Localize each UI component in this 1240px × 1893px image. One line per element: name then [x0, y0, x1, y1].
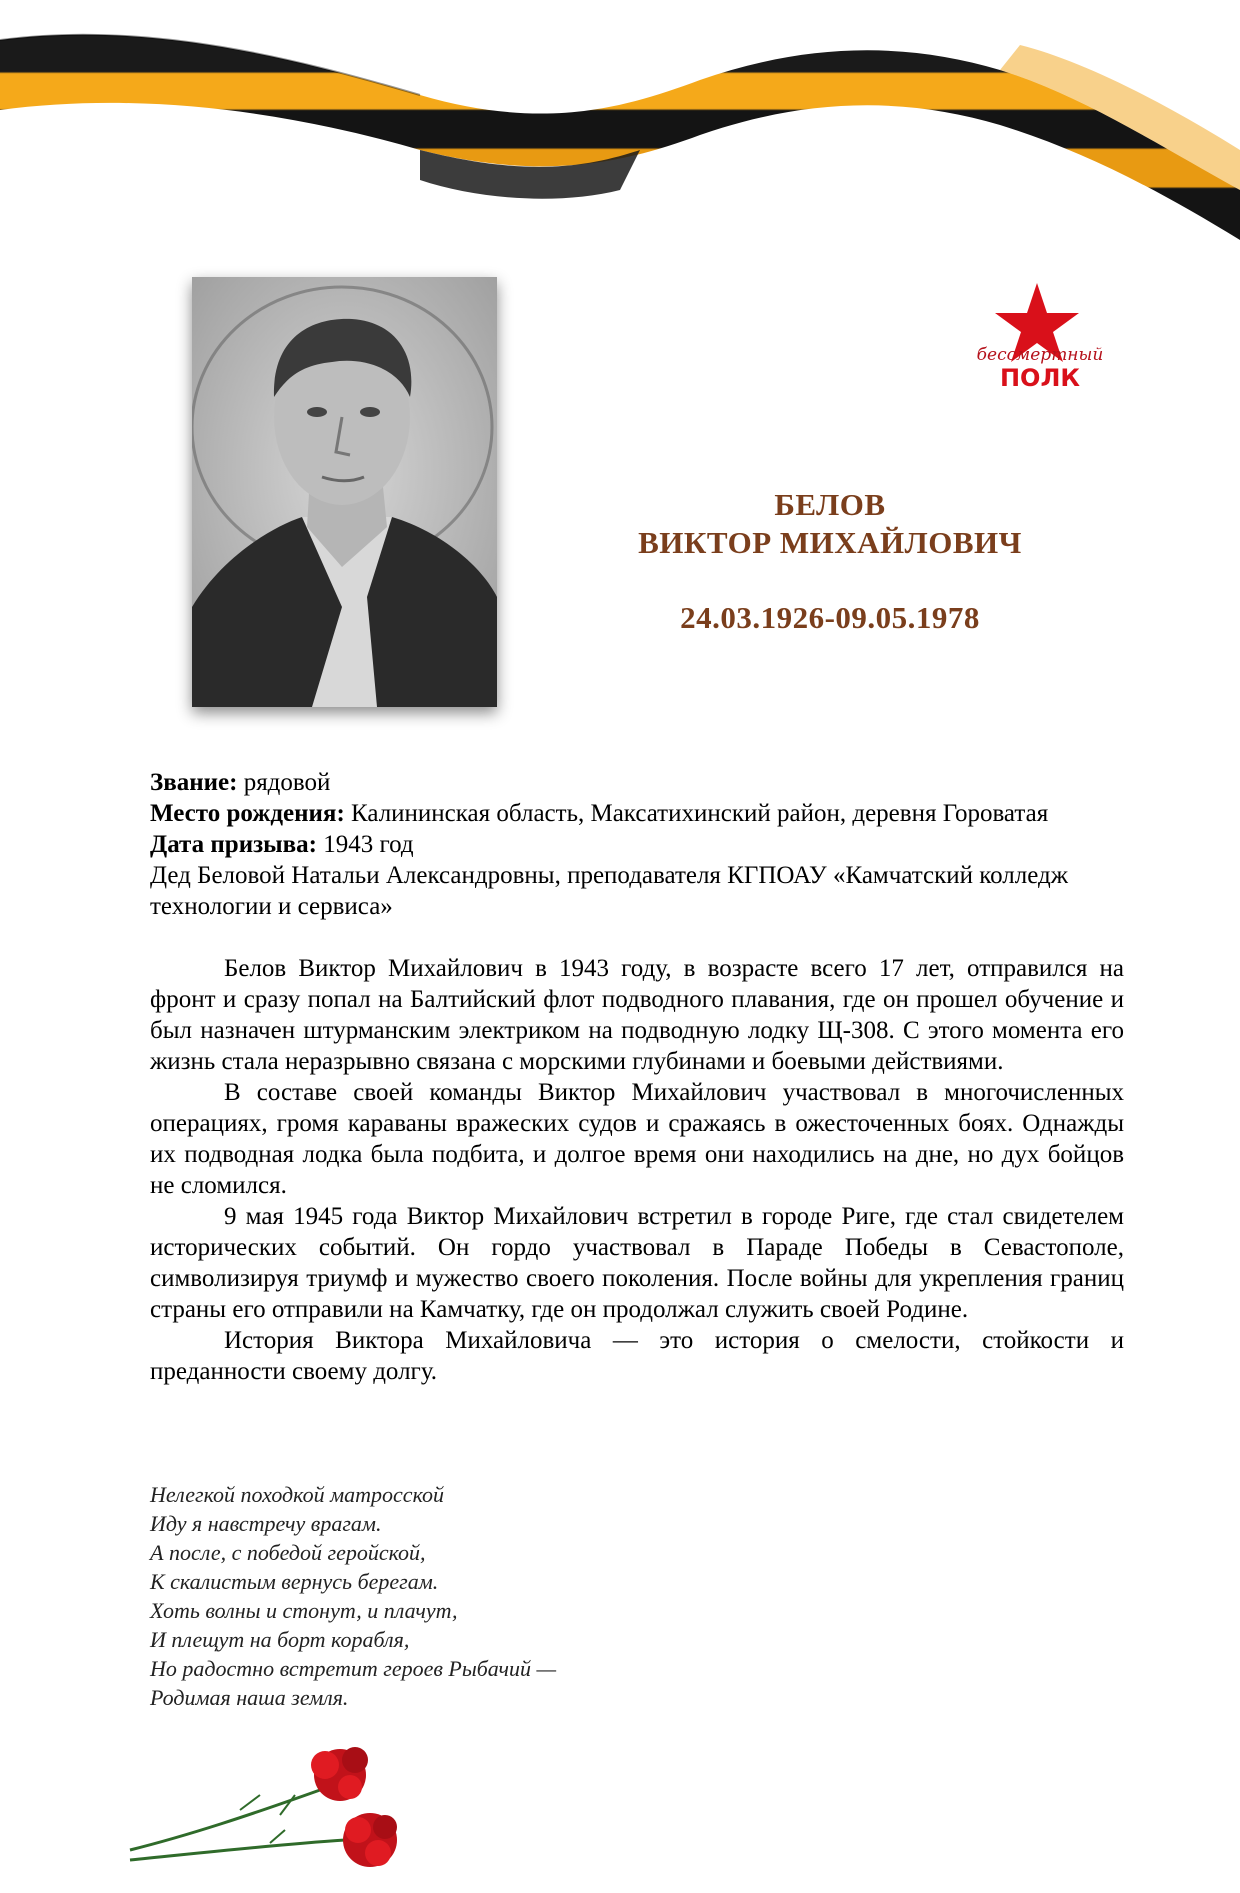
draft-line [150, 829, 1130, 860]
biography [150, 953, 1124, 1387]
info-block [150, 767, 1130, 922]
portrait-photo [192, 277, 497, 707]
poem-line: Хоть волны и стонут, и плачут, [150, 1598, 458, 1623]
biography-paragraph: История Виктора Михайловича — это история о смелости, стойкости и преданности своему долгу. [150, 1327, 1124, 1385]
person-given-names: ВИКТОР МИХАЙЛОВИЧ [638, 525, 1022, 560]
poem-line: Но радостно встретит героев Рыбачий — [150, 1656, 557, 1681]
rank-line [150, 767, 1130, 798]
poem-line: Иду я навстречу врагам. [150, 1511, 382, 1536]
svg-text:бессмертный: бессмертный [976, 345, 1104, 365]
draft-value: 1943 год [317, 831, 414, 858]
poem-line: Родимая наша земля. [150, 1685, 349, 1710]
relation-line: Дед Беловой Натальи Александровны, преподавателя КГПОАУ «Камчатский колледж технологии и сервиса» [150, 862, 1069, 920]
rank-value: рядовой [237, 769, 331, 796]
svg-text:ПОЛК: ПОЛК [999, 364, 1081, 392]
rank-label: Звание: [150, 769, 238, 796]
poem-line: И плещут на борт корабля, [150, 1627, 410, 1652]
poem-line: А после, с победой геройской, [150, 1540, 426, 1565]
poem-line: К скалистым вернусь берегам. [150, 1569, 439, 1594]
st-george-ribbon-icon [0, 0, 1240, 260]
birthplace-line [150, 798, 1130, 829]
birthplace-label: Место рождения: [150, 800, 345, 827]
person-dates: 24.03.1926-09.05.1978 [680, 600, 980, 635]
person-surname: БЕЛОВ [774, 487, 886, 522]
poem [150, 1480, 750, 1712]
biography-paragraph: 9 мая 1945 года Виктор Михайлович встретил в городе Риге, где стал свидетелем исторических событий. Он гордо участвовал в Параде Победы в Севастополе, символизируя триумф и мужество своего поколения. После войны для укрепления границ страны его отправили на Камчатку, где он продолжал служить своей Родине. [150, 1203, 1124, 1323]
biography-paragraph: Белов Виктор Михайлович в 1943 году, в возрасте всего 17 лет, отправился на фронт и сразу попал на Балтийский флот подводного плавания, где он прошел обучение и был назначен штурманским электриком на подводную лодку Щ-308. С этого момента его жизнь стала неразрывно связана с морскими глубинами и боевыми действиями. [150, 955, 1124, 1075]
poem-line: Нелегкой походкой матросской [150, 1482, 445, 1507]
biography-paragraph: В составе своей команды Виктор Михайлович участвовал в многочисленных операциях, громя караваны вражеских судов и сражаясь в ожесточенных боях. Однажды их подводная лодка была подбита, и долгое время они находились на дне, но дух бойцов не сломился. [150, 1079, 1124, 1199]
red-carnations-icon [120, 1735, 420, 1885]
birthplace-value: Калининская область, Максатихинский район, деревня Горoватая [344, 800, 1049, 827]
draft-label: Дата призыва: [150, 831, 317, 858]
immortal-regiment-logo [975, 278, 1105, 398]
